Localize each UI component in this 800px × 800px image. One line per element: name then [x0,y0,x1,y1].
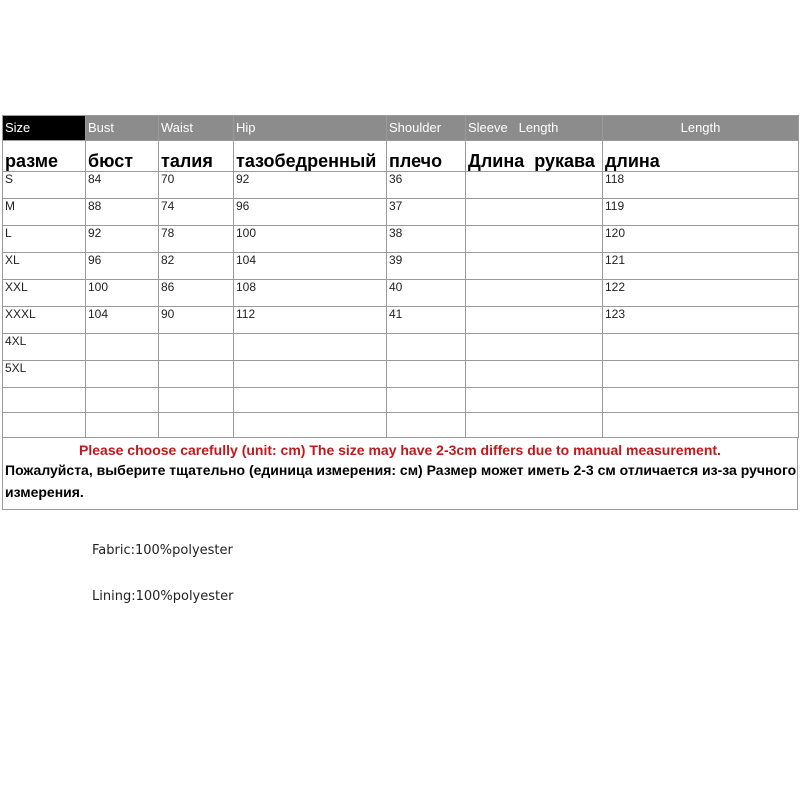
header-bust: Bust [86,116,159,141]
size-table [2,115,799,438]
table-row [3,226,799,253]
cell-shoulder: 39 [387,253,466,280]
cell-length: 119 [603,199,799,226]
header-ru-size: разме [3,141,86,172]
cell-bust: 100 [86,280,159,307]
cell-bust: 104 [86,307,159,334]
header-ru-shoulder: плечо [387,141,466,172]
cell-length [603,388,799,413]
cell-hip: 112 [234,307,387,334]
table-row [3,253,799,280]
cell-shoulder [387,413,466,438]
lining-info: Lining:100%polyester [92,589,234,604]
header-ru-hip: тазобедренный [234,141,387,172]
cell-shoulder: 37 [387,199,466,226]
cell-bust: 84 [86,172,159,199]
cell-hip: 96 [234,199,387,226]
note-russian: Пожалуйста, выберите тщательно (единица измерения: см) Размер может иметь 2-3 см отличается из-за ручного измерения. [5,462,797,500]
cell-bust [86,361,159,388]
header-size: Size [3,116,86,141]
cell-length: 121 [603,253,799,280]
cell-sleeve [466,307,603,334]
cell-hip: 108 [234,280,387,307]
header-hip: Hip [234,116,387,141]
cell-length: 122 [603,280,799,307]
header-ru-waist: талия [159,141,234,172]
cell-waist [159,361,234,388]
cell-bust: 88 [86,199,159,226]
cell-waist [159,334,234,361]
table-row [3,199,799,226]
cell-bust: 92 [86,226,159,253]
cell-size: 5XL [3,361,86,388]
cell-hip: 100 [234,226,387,253]
cell-size: XXXL [3,307,86,334]
cell-size: M [3,199,86,226]
header-ru-sleeve-length: Длина рукава [466,141,603,172]
cell-waist: 82 [159,253,234,280]
cell-hip: 104 [234,253,387,280]
cell-size: L [3,226,86,253]
measurement-note [2,438,798,510]
cell-sleeve [466,280,603,307]
header-waist: Waist [159,116,234,141]
cell-sleeve [466,388,603,413]
table-row [3,388,799,413]
header-sleeve-length: Sleeve Length [466,116,603,141]
cell-shoulder: 38 [387,226,466,253]
cell-sleeve [466,199,603,226]
header-ru-length: длина [603,141,799,172]
cell-waist: 70 [159,172,234,199]
cell-sleeve [466,253,603,280]
cell-size: S [3,172,86,199]
cell-sleeve [466,226,603,253]
cell-bust [86,413,159,438]
cell-length: 123 [603,307,799,334]
cell-waist: 86 [159,280,234,307]
header-row-english [3,116,799,141]
note-english: Please choose carefully (unit: cm) The size may have 2-3cm differs due to manual measurement. [79,442,721,458]
table-row [3,172,799,199]
header-length: Length [603,116,799,141]
cell-shoulder: 41 [387,307,466,334]
cell-hip [234,334,387,361]
cell-sleeve [466,413,603,438]
header-row-russian [3,141,799,172]
cell-shoulder [387,388,466,413]
cell-hip [234,388,387,413]
cell-size [3,413,86,438]
table-row [3,361,799,388]
size-chart [2,115,798,510]
cell-sleeve [466,361,603,388]
cell-bust [86,388,159,413]
cell-hip [234,413,387,438]
cell-shoulder: 40 [387,280,466,307]
cell-sleeve [466,172,603,199]
fabric-info: Fabric:100%polyester [92,543,233,558]
cell-waist: 74 [159,199,234,226]
cell-length [603,361,799,388]
table-row [3,413,799,438]
cell-hip: 92 [234,172,387,199]
cell-length [603,334,799,361]
cell-length: 118 [603,172,799,199]
cell-shoulder [387,361,466,388]
cell-size: XXL [3,280,86,307]
cell-hip [234,361,387,388]
cell-length [603,413,799,438]
cell-bust: 96 [86,253,159,280]
table-row [3,307,799,334]
cell-waist [159,413,234,438]
header-shoulder: Shoulder [387,116,466,141]
cell-waist [159,388,234,413]
cell-sleeve [466,334,603,361]
cell-waist: 90 [159,307,234,334]
cell-size: XL [3,253,86,280]
cell-bust [86,334,159,361]
cell-shoulder: 36 [387,172,466,199]
header-ru-bust: бюст [86,141,159,172]
cell-waist: 78 [159,226,234,253]
cell-size: 4XL [3,334,86,361]
cell-shoulder [387,334,466,361]
table-row [3,280,799,307]
cell-length: 120 [603,226,799,253]
cell-size [3,388,86,413]
table-row [3,334,799,361]
